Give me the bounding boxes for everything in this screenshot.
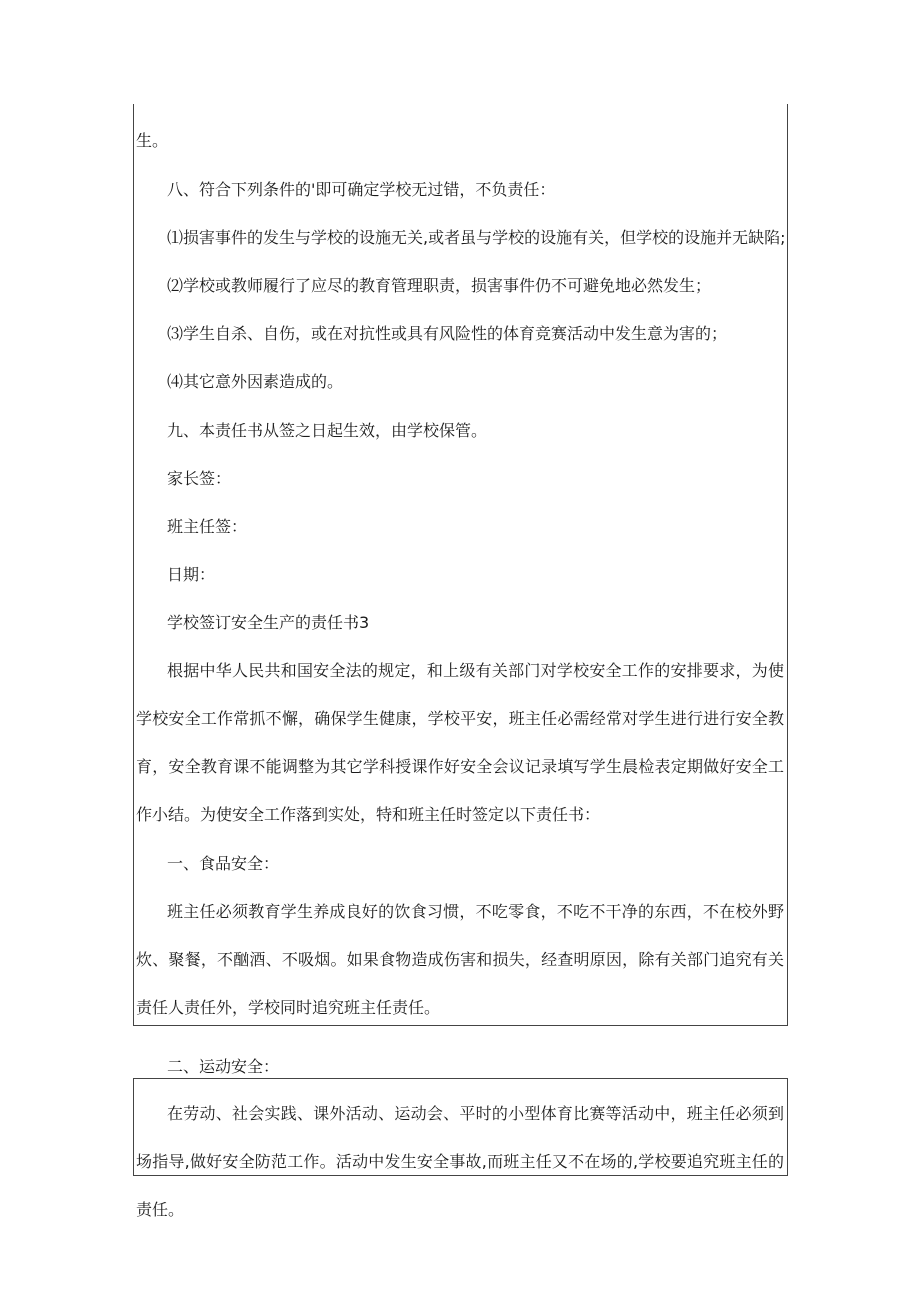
section-1-heading: 一、食品安全：	[167, 854, 280, 873]
doc3-title: 学校签订安全生产的责任书3	[167, 613, 370, 632]
parent-signature-label: 家长签：	[167, 469, 232, 488]
clause-8-item-3: ⑶学生自杀、自伤，或在对抗性或具有风险性的体育竞赛活动中发生意为害的；	[167, 324, 728, 343]
teacher-signature-label: 班主任签：	[167, 517, 248, 536]
section-2-body: 在劳动、社会实践、课外活动、运动会、平时的小型体育比赛等活动中，班主任必须到场指导,做好安全防范工作。活动中发生安全事故,而班主任又不在场的,学校要追究班主任的责任。	[136, 1104, 784, 1219]
date-label: 日期：	[167, 565, 216, 584]
clause-9: 九、本责任书从签之日起生效，由学校保管。	[167, 421, 488, 440]
clause-8-item-1: ⑴损害事件的发生与学校的设施无关,或者虽与学校的设施有关，但学校的设施并无缺陷;	[167, 228, 786, 247]
clause-8-item-4: ⑷其它意外因素造成的。	[167, 372, 344, 391]
doc3-intro-paragraph: 根据中华人民共和国安全法的规定，和上级有关部门对学校安全工作的安排要求，为使学校安全工作常抓不懈，确保学生健康，学校平安，班主任必需经常对学生进行进行安全教育，安全教育课不能调整为其它学科授课作好安全会议记录填写学生晨检表定期做好安全工作小结。为使安全工作落到实处，特和班主任时签定以下责任书：	[136, 661, 784, 824]
continuation-text: 生。	[136, 131, 169, 150]
clause-8-item-2: ⑵学校或教师履行了应尽的教育管理职责，损害事件仍不可避免地必然发生；	[167, 276, 712, 295]
section-1-body: 班主任必须教育学生养成良好的饮食习惯，不吃零食，不吃不干净的东西，不在校外野炊、聚餐，不酗酒、不吸烟。如果食物造成伤害和损失，经查明原因，除有关部门追究有关责任人责任外，学校同时追究班主任责任。	[136, 902, 784, 1017]
section-2-heading: 二、运动安全：	[167, 1057, 280, 1076]
clause-8-heading: 八、符合下列条件的'即可确定学校无过错，不负责任：	[167, 180, 556, 199]
